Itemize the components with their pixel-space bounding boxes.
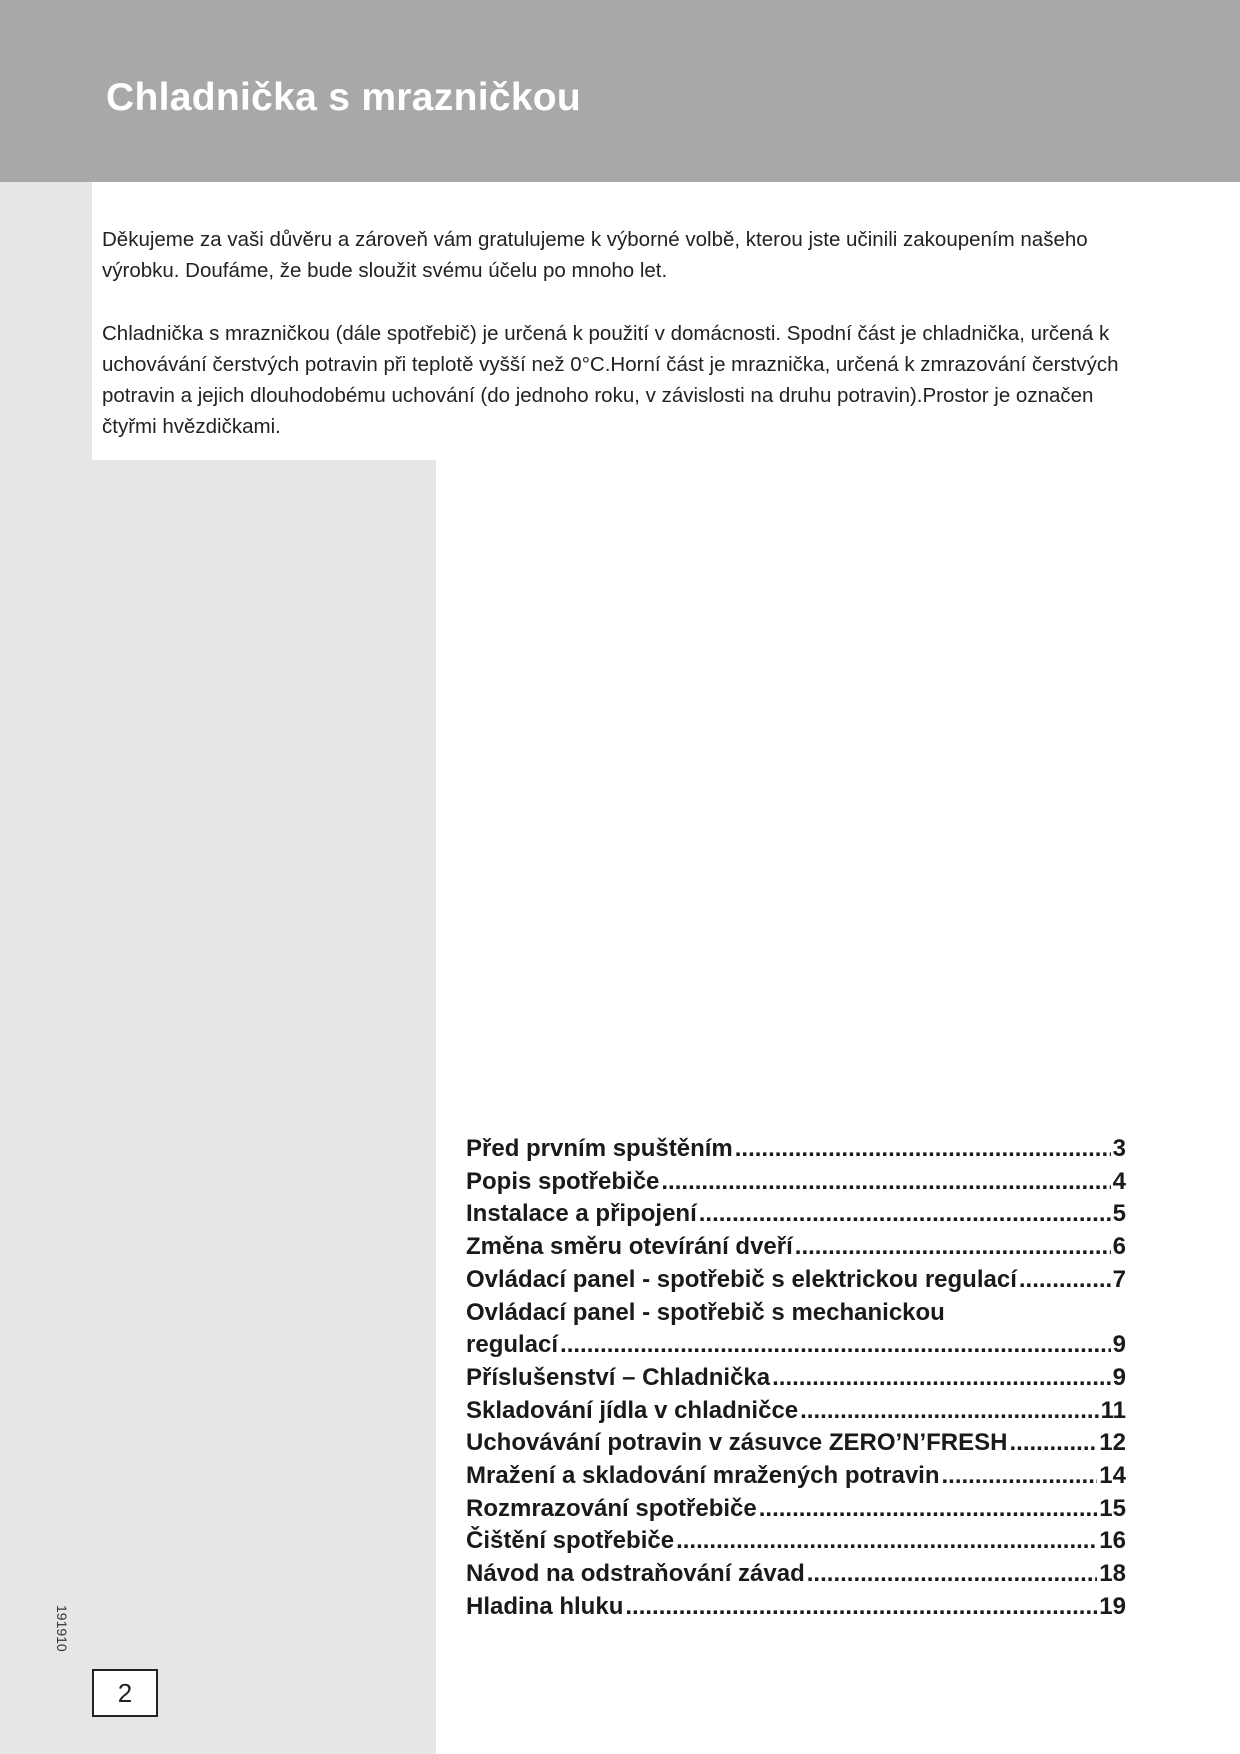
toc-leader-dots [625, 1591, 1097, 1624]
toc-item[interactable] [466, 1558, 1126, 1591]
toc-item-page: 18 [1099, 1560, 1126, 1588]
toc-item-page: 19 [1099, 1592, 1126, 1620]
page-number: 2 [92, 1669, 158, 1717]
toc-item[interactable] [466, 1133, 1126, 1166]
intro-box [92, 182, 1132, 460]
toc-item-label: Instalace a připojení [466, 1200, 697, 1228]
document-code: 191910 [54, 1605, 70, 1652]
toc-item[interactable] [466, 1395, 1126, 1428]
toc-item-label: Před prvním spuštěním [466, 1135, 733, 1162]
toc-item-page: 5 [1112, 1200, 1126, 1228]
table-of-contents [466, 1133, 1126, 1624]
toc-item-label: Čištění spotřebiče [466, 1527, 675, 1555]
toc-item-label: Uchovávání potravin v zásuvce ZERO’N’FRESH [466, 1429, 1008, 1457]
toc-item-page: 9 [1112, 1331, 1126, 1359]
toc-item[interactable] [466, 1591, 1126, 1624]
toc-leader-dots [699, 1198, 1111, 1231]
toc-item-line-2[interactable] [466, 1329, 1126, 1362]
page-title: Chladnička s mrazničkou [106, 76, 582, 119]
toc-item[interactable] [466, 1460, 1126, 1493]
toc-item-label: Ovládací panel - spotřebič s elektrickou regulací [466, 1265, 1017, 1293]
toc-leader-dots [807, 1558, 1098, 1591]
toc-item-page: 14 [1099, 1462, 1126, 1490]
toc-item-label: Ovládací panel - spotřebič s mechanickou [466, 1298, 945, 1326]
toc-leader-dots [772, 1362, 1111, 1395]
toc-item-page: 12 [1099, 1429, 1126, 1457]
toc-item-label: Změna směru otevírání dveří [466, 1233, 793, 1261]
toc-item-page: 4 [1112, 1167, 1126, 1195]
toc-item-label: Návod na odstraňování závad [466, 1560, 805, 1588]
toc-leader-dots [942, 1460, 1098, 1493]
toc-item-label: Mražení a skladování mražených potravin [466, 1462, 940, 1490]
toc-item-page: 7 [1112, 1265, 1126, 1293]
toc-item[interactable] [466, 1525, 1126, 1558]
toc-item-label: Popis spotřebiče [466, 1167, 660, 1195]
toc-item[interactable] [466, 1198, 1126, 1231]
toc-item[interactable] [466, 1166, 1126, 1199]
intro-paragraph-1: Děkujeme za vaši důvěru a zároveň vám gratulujeme k výborné volbě, kterou jste učinili zakoupením našeho výrobku. Doufáme, že bude sloužit svému účelu po mnoho let. [102, 228, 1088, 282]
intro-paragraph-2: Chladnička s mrazničkou (dále spotřebič) je určená k použití v domácnosti. Spodní část je chladnička, určená k uchovávání čerstvých potravin při teplotě vyšší než 0°C.Horní část je mraznička, určená k zmrazování čerstvých potravin a jejich dlouhodobému uchování (do jednoho roku, v závislosti na druhu potravin).Prostor je označen čtyřmi hvězdičkami. [102, 322, 1119, 438]
toc-item[interactable] [466, 1362, 1126, 1395]
toc-item-page: 11 [1100, 1396, 1126, 1424]
toc-item-label: Rozmrazování spotřebiče [466, 1494, 757, 1522]
toc-item[interactable] [466, 1264, 1126, 1297]
page-header [0, 0, 1240, 182]
toc-leader-dots [676, 1525, 1097, 1558]
toc-item[interactable] [466, 1427, 1126, 1460]
toc-leader-dots [759, 1493, 1098, 1526]
toc-item-label: Hladina hluku [466, 1592, 624, 1620]
toc-item-page: 6 [1112, 1233, 1126, 1261]
toc-item-label: Příslušenství – Chladnička [466, 1363, 771, 1391]
toc-item-page: 15 [1099, 1494, 1126, 1522]
toc-leader-dots [1019, 1264, 1111, 1297]
toc-item[interactable] [466, 1231, 1126, 1264]
toc-leader-dots [661, 1166, 1110, 1199]
toc-item-line-1[interactable] [466, 1297, 1126, 1330]
toc-item-page: 3 [1112, 1135, 1126, 1162]
toc-item-label-continued: regulací [466, 1331, 559, 1359]
toc-leader-dots [795, 1231, 1111, 1264]
toc-leader-dots [560, 1329, 1111, 1362]
toc-leader-dots [1010, 1427, 1098, 1460]
toc-item-page: 16 [1099, 1527, 1126, 1555]
toc-leader-dots [800, 1395, 1098, 1428]
toc-leader-dots [735, 1133, 1111, 1166]
toc-item[interactable] [466, 1493, 1126, 1526]
toc-item-page: 9 [1112, 1363, 1126, 1391]
toc-item-label: Skladování jídla v chladničce [466, 1396, 799, 1424]
